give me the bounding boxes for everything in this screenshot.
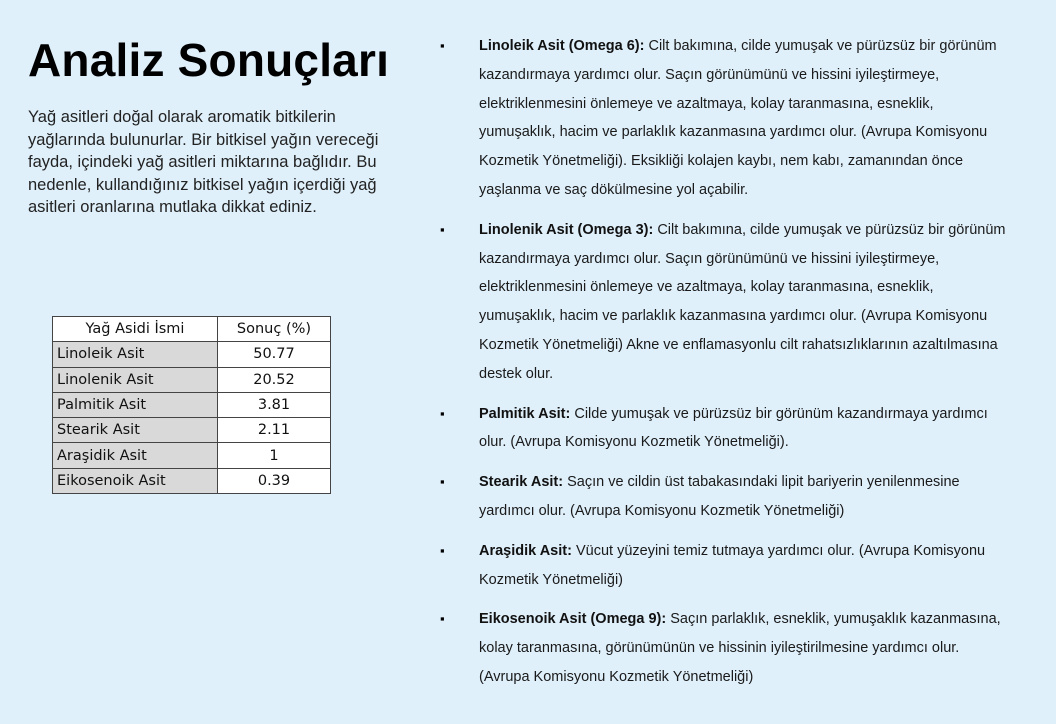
page-title: Analiz Sonuçları bbox=[28, 34, 390, 86]
acid-description-list bbox=[440, 32, 1010, 692]
intro-paragraph: Yağ asitleri doğal olarak aromatik bitkilerin yağlarında bulunurlar. Bir bitkisel yağın vereceği fayda, içindeki yağ asitleri miktarına bağlıdır. Bu nedenle, kullandığınız bitkisel yağın içerdiği yağ asitleri oranlarına mutlaka dikkat ediniz. bbox=[28, 108, 379, 216]
square-bullet-icon: ▪ bbox=[440, 221, 445, 237]
square-bullet-icon: ▪ bbox=[440, 405, 445, 421]
acid-title: Linoleik Asit (Omega 6): bbox=[479, 38, 645, 54]
acid-value-cell: 20.52 bbox=[218, 367, 331, 392]
acid-description: Cilde yumuşak ve pürüzsüz bir görünüm kazandırmaya yardımcı olur. (Avrupa Komisyonu Kozmetik Yönetmeliği). bbox=[479, 405, 988, 451]
acid-description: Cilt bakımına, cilde yumuşak ve pürüzsüz bir görünüm kazandırmaya yardımcı olur. Saçın görünümünü ve hissini iyileştirmeye, elektriklenmesini önlemeye ve azaltmaya, kolay taranmasına, esneklik, yumuşaklık, hacim ve parlaklık kazanmasına yardımcı olur. (Avrupa Komisyonu Kozmetik Yönetmeliği). Eksikliği kolajen kaybı, nem kabı, zamanından önce yaşlanma ve saç dökülmesine yol açabilir. bbox=[479, 38, 997, 198]
acid-name-cell: Linoleik Asit bbox=[53, 342, 218, 367]
acid-value-cell: 3.81 bbox=[218, 392, 331, 417]
square-bullet-icon: ▪ bbox=[440, 611, 445, 627]
acid-name-cell: Palmitik Asit bbox=[53, 392, 218, 417]
acid-name-cell: Araşidik Asit bbox=[53, 443, 218, 468]
acid-title: Stearik Asit: bbox=[479, 474, 564, 491]
list-item-linolenic bbox=[440, 216, 1010, 389]
square-bullet-icon: ▪ bbox=[440, 38, 445, 53]
table-row bbox=[53, 443, 331, 468]
results-table bbox=[52, 316, 331, 494]
table-row bbox=[53, 367, 331, 392]
acid-description: Saçın parlaklık, esneklik, yumuşaklık kazanmasına, kolay taranmasına, görünümünün ve hissinin iyileştirilmesine yardımcı olur. (Avrupa Komisyonu Kozmetik Yönetmeliği) bbox=[479, 611, 1001, 685]
acid-name-cell: Stearik Asit bbox=[53, 418, 218, 443]
table-row bbox=[53, 392, 331, 417]
list-item-arachidic bbox=[440, 537, 1010, 595]
column-header-result: Sonuç (%) bbox=[218, 317, 331, 342]
acid-title: Linolenik Asit (Omega 3): bbox=[479, 221, 654, 238]
list-item-palmitic bbox=[440, 400, 1010, 458]
acid-description: Vücut yüzeyini temiz tutmaya yardımcı olur. (Avrupa Komisyonu Kozmetik Yönetmeliği) bbox=[479, 542, 986, 588]
acid-name-cell: Linolenik Asit bbox=[53, 367, 218, 392]
acid-value-cell: 1 bbox=[218, 443, 331, 468]
list-item-eicosenoic bbox=[440, 605, 1010, 691]
table-row bbox=[53, 468, 331, 493]
table-header-row bbox=[53, 317, 331, 342]
acid-value-cell: 0.39 bbox=[218, 468, 331, 493]
table-row bbox=[53, 418, 331, 443]
square-bullet-icon: ▪ bbox=[440, 474, 445, 490]
acid-description: Cilt bakımına, cilde yumuşak ve pürüzsüz bir görünüm kazandırmaya yardımcı olur. Saçın görünümünü ve hissini iyileştirmeye, elektriklenmesini önlemeye ve azaltmaya, kolay taranmasına, esneklik, yumuşaklık, hacim ve parlaklık kazanmasına yardımcı olur. (Avrupa Komisyonu Kozmetik Yönetmeliği) Akne ve enflamasyonlu cilt rahatsızlıklarının azaltılmasına destek olur. bbox=[479, 221, 1006, 382]
list-item-stearic bbox=[440, 468, 1010, 526]
acid-name-cell: Eikosenoik Asit bbox=[53, 468, 218, 493]
acid-value-cell: 2.11 bbox=[218, 418, 331, 443]
list-item-linoleic bbox=[440, 32, 1010, 205]
acid-title: Araşidik Asit: bbox=[479, 542, 572, 559]
table-row bbox=[53, 342, 331, 367]
acid-description: Saçın ve cildin üst tabakasındaki lipit bariyerin yenilenmesine yardımcı olur. (Avrupa Komisyonu Kozmetik Yönetmeliği) bbox=[479, 474, 960, 519]
acid-value-cell: 50.77 bbox=[218, 342, 331, 367]
square-bullet-icon: ▪ bbox=[440, 542, 445, 558]
column-header-acid-name: Yağ Asidi İsmi bbox=[53, 317, 218, 342]
acid-title: Eikosenoik Asit (Omega 9): bbox=[479, 611, 667, 628]
acid-title: Palmitik Asit: bbox=[479, 405, 571, 422]
